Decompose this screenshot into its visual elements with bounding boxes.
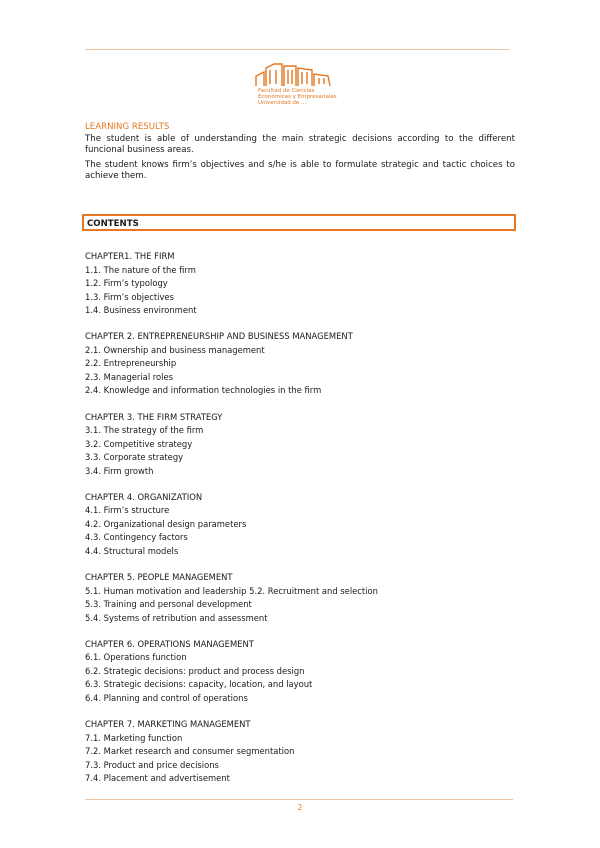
page-number: 2 <box>297 803 303 812</box>
chapter-item: 3.4. Firm growth <box>85 465 154 476</box>
chapter-item: 5.1. Human motivation and leadership 5.2. Recruitment and selection <box>85 585 378 596</box>
chapter-title: CHAPTER 2. ENTREPRENEURSHIP AND BUSINESS MANAGEMENT <box>85 331 353 342</box>
chapter-item: 4.1. Firm’s structure <box>85 505 170 516</box>
chapter-item: 1.4. Business environment <box>85 305 197 315</box>
chapter-title: CHAPTER1. THE FIRM <box>85 251 175 261</box>
chapter-item: 4.2. Organizational design parameters <box>85 518 247 529</box>
chapter-item: 2.1. Ownership and business management <box>85 344 265 355</box>
chapter-1 <box>85 250 525 318</box>
chapter-item: 6.1. Operations function <box>85 652 187 663</box>
chapter-title: CHAPTER 6. OPERATIONS MANAGEMENT <box>85 638 254 649</box>
chapter-item: 5.4. Systems of retribution and assessment <box>85 612 268 623</box>
chapter-item: 3.3. Corporate strategy <box>85 452 184 463</box>
contents-header-box <box>82 214 516 231</box>
chapter-list <box>85 250 525 799</box>
logo-line: Universidad de ... <box>258 100 307 106</box>
chapter-3 <box>85 411 525 479</box>
header-rule <box>85 49 510 50</box>
chapter-item: 1.3. Firm’s objectives <box>85 291 174 302</box>
footer-rule <box>85 799 513 800</box>
chapter-4 <box>85 491 525 559</box>
chapter-item: 2.4. Knowledge and information technologies in the firm <box>85 385 322 396</box>
contents-label: CONTENTS <box>87 219 139 229</box>
chapter-item: 6.2. Strategic decisions: product and process design <box>85 665 305 676</box>
chapter-6 <box>85 638 525 706</box>
chapter-title: CHAPTER 3. THE FIRM STRATEGY <box>85 411 223 422</box>
chapter-title: CHAPTER 4. ORGANIZATION <box>85 491 203 502</box>
chapter-item: 2.3. Managerial roles <box>85 371 174 382</box>
chapter-7 <box>85 718 525 786</box>
chapter-2 <box>85 330 525 398</box>
logo-line: Facultad de Ciencias <box>258 88 315 94</box>
chapter-item: 6.4. Planning and control of operations <box>85 692 248 703</box>
logo-line: Económicas y Empresariales <box>258 94 337 100</box>
chapter-title: CHAPTER 5. PEOPLE MANAGEMENT <box>85 572 233 583</box>
chapter-item: 7.2. Market research and consumer segmentation <box>85 746 295 757</box>
chapter-item: 5.3. Training and personal development <box>85 599 252 610</box>
chapter-item: 3.1. The strategy of the firm <box>85 425 204 436</box>
chapter-item: 7.3. Product and price decisions <box>85 759 219 770</box>
chapter-item: 4.4. Structural models <box>85 545 179 556</box>
learning-results-paragraph: The student is able of understanding the main strategic decisions according to the different funcional business areas. <box>85 134 515 156</box>
chapter-item: 4.3. Contingency factors <box>85 532 188 543</box>
chapter-item: 3.2. Competitive strategy <box>85 438 193 449</box>
chapter-item: 7.4. Placement and advertisement <box>85 773 230 784</box>
chapter-item: 1.1. The nature of the firm <box>85 264 196 275</box>
chapter-item: 6.3. Strategic decisions: capacity, location, and layout <box>85 679 313 690</box>
logo-caption <box>258 88 338 106</box>
chapter-item: 2.2. Entrepreneurship <box>85 358 177 369</box>
learning-results-title: LEARNING RESULTS <box>85 122 170 132</box>
chapter-title: CHAPTER 7. MARKETING MANAGEMENT <box>85 719 251 730</box>
chapter-item: 1.2. Firm’s typology <box>85 278 168 288</box>
chapter-item: 7.1. Marketing function <box>85 732 183 743</box>
chapter-5 <box>85 571 525 625</box>
learning-results-paragraph: The student knows firm’s objectives and s/he is able to formulate strategic and tactic choices to achieve them. <box>85 160 515 182</box>
